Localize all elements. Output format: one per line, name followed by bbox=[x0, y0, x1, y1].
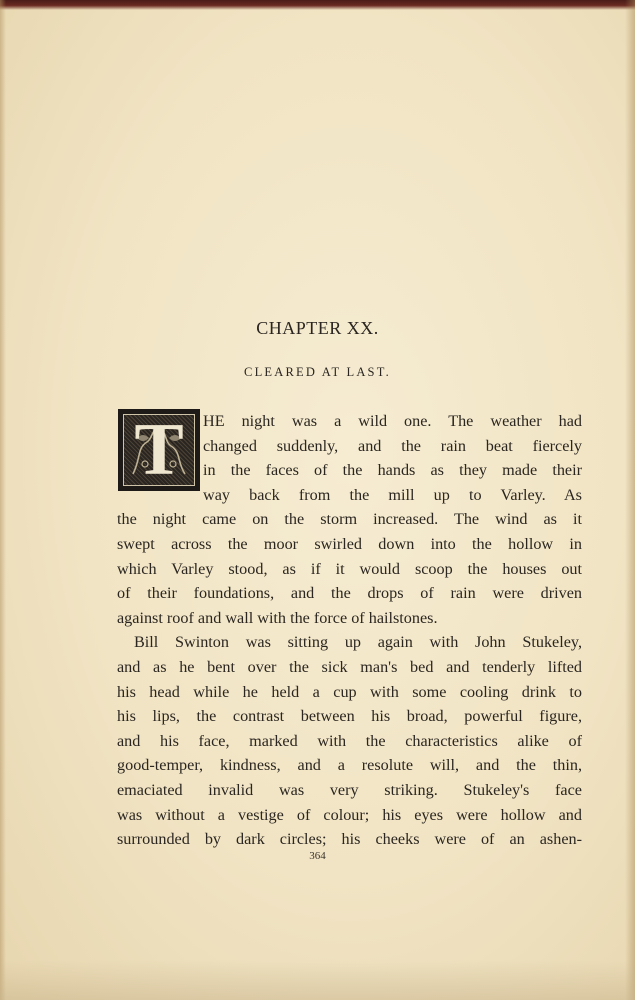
text-line: way back from the mill up to Varley. As bbox=[203, 485, 582, 504]
text-line: good-temper, kindness, and a resolute will, and the thin, bbox=[117, 756, 582, 775]
page-number: 364 bbox=[309, 850, 326, 862]
text-line: and as he bent over the sick man's bed and tenderly lifted bbox=[117, 657, 582, 676]
text-line: of their foundations, and the drops of rain were driven bbox=[117, 584, 582, 603]
text-line: surrounded by dark circles; his cheeks were of an ashen- bbox=[117, 830, 582, 849]
chapter-subtitle: CLEARED AT LAST. bbox=[244, 365, 391, 379]
page-bottom-edge bbox=[0, 960, 635, 1000]
text-line: was without a vestige of colour; his eyes were hollow and bbox=[117, 805, 582, 824]
text-line: Bill Swinton was sitting up again with John Stukeley, bbox=[134, 633, 582, 652]
text-line: emaciated invalid was very striking. Stukeley's face bbox=[117, 780, 582, 799]
text-line: the night came on the storm increased. The wind as it bbox=[117, 510, 582, 529]
text-line: in the faces of the hands as they made their bbox=[203, 461, 582, 480]
text-line: which Varley stood, as if it would scoop the houses out bbox=[117, 559, 582, 578]
chapter-body-text bbox=[117, 409, 582, 852]
text-line: swept across the moor swirled down into the hollow in bbox=[117, 534, 582, 553]
text-line: his head while he held a cup with some cooling drink to bbox=[117, 682, 582, 701]
text-line: changed suddenly, and the rain beat fiercely bbox=[203, 436, 582, 455]
text-line: his lips, the contrast between his broad, powerful figure, bbox=[117, 707, 582, 726]
text-line: and his face, marked with the characteristics alike of bbox=[117, 731, 582, 750]
page-top-edge bbox=[0, 0, 635, 10]
text-line: against roof and wall with the force of hailstones. bbox=[117, 608, 438, 627]
text-line: HE night was a wild one. The weather had bbox=[203, 412, 582, 430]
drop-cap-letter: T bbox=[134, 409, 184, 491]
chapter-title: CHAPTER XX. bbox=[256, 318, 379, 338]
